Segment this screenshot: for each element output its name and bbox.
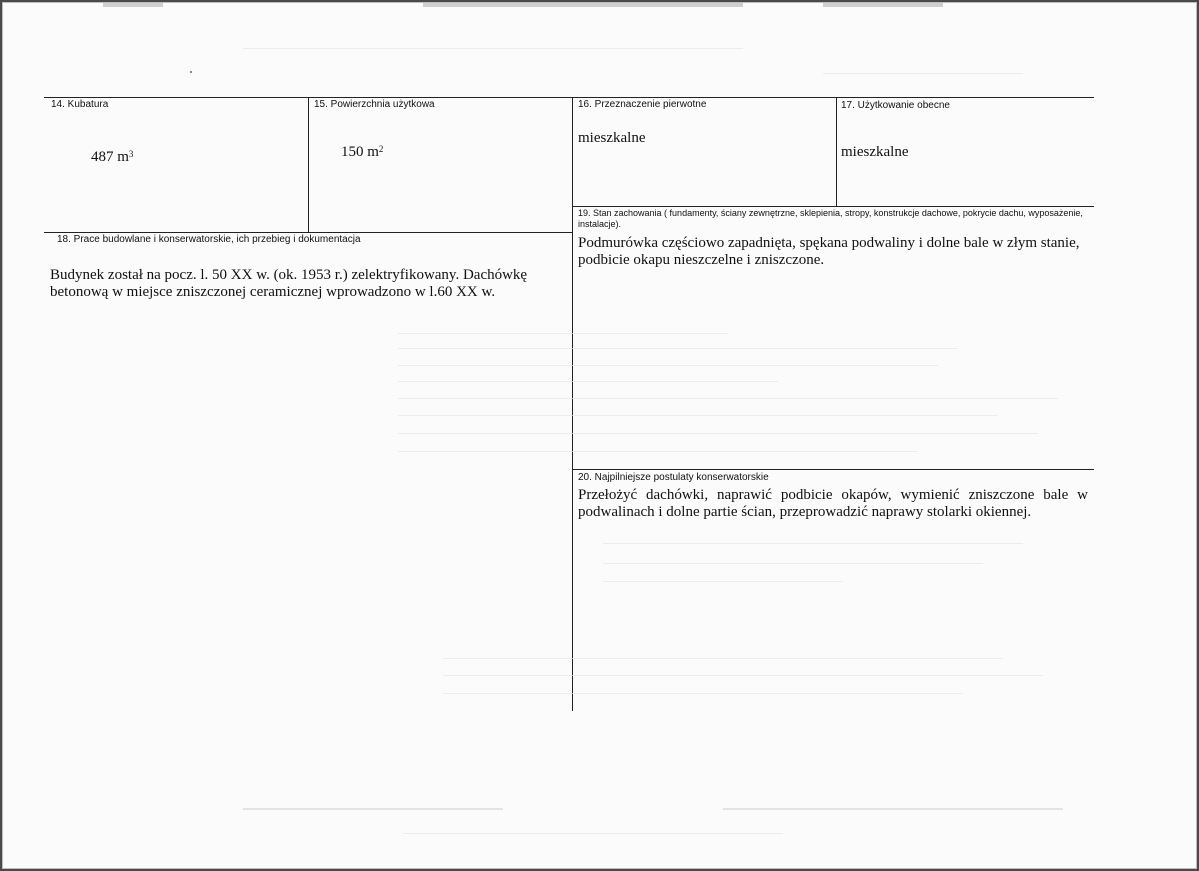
field-14-unit-sup: 3	[128, 149, 134, 159]
field-14-value	[91, 149, 133, 166]
col-divider-1	[308, 97, 309, 232]
scan-artifact	[423, 3, 743, 7]
field-20-text: Przełożyć dachówki, naprawić podbicie okapów, wymienić zniszczone bale w podwalinach i dolne partie ścian, przeprowadzić naprawy stolarki okiennej.	[578, 487, 1088, 520]
field-15-number: 150 m	[341, 144, 379, 160]
field-16-value: mieszkalne	[578, 130, 646, 146]
col-divider-2	[572, 97, 573, 711]
scan-artifact	[103, 3, 163, 7]
bleed-through-line	[243, 808, 503, 810]
bleed-through-line	[443, 693, 963, 694]
bleed-through-line	[603, 581, 843, 582]
bleed-through-line	[823, 73, 1023, 74]
form-sheet	[2, 2, 1197, 869]
scan-dot	[190, 71, 192, 73]
field-14-label: 14. Kubatura	[51, 99, 109, 110]
top-rule	[44, 97, 1094, 98]
row-rule-20	[572, 469, 1094, 470]
bleed-through-line	[603, 563, 983, 564]
field-17-value: mieszkalne	[841, 144, 909, 160]
field-15-unit-sup: 2	[378, 144, 384, 154]
field-15-value	[341, 144, 383, 161]
bleed-through-line	[398, 398, 1058, 399]
field-17-label: 17. Użytkowanie obecne	[841, 100, 950, 111]
bleed-through-line	[398, 381, 778, 382]
bleed-through-line	[443, 675, 1043, 676]
row-rule-18	[44, 232, 573, 233]
bleed-through-line	[243, 48, 743, 49]
field-14-number: 487 m	[91, 149, 129, 165]
field-19-label: 19. Stan zachowania ( fundamenty, ściany zewnętrzne, sklepienia, stropy, konstrukcje dachowe, pokrycie dachu, wyposażenie, instalacje).	[578, 208, 1083, 229]
field-18-text: Budynek został na pocz. l. 50 XX w. (ok. 1953 r.) zelektryfikowany. Dachówkę betonową w miejsce zniszczonej ceramicznej wprowadzono w l.60 XX w.	[50, 267, 528, 300]
bleed-through-line	[603, 543, 1023, 544]
field-15-label: 15. Powierzchnia użytkowa	[314, 99, 435, 110]
field-20-label: 20. Najpilniejsze postulaty konserwatorskie	[578, 472, 769, 483]
bleed-through-line	[398, 348, 958, 349]
field-18-label: 18. Prace budowlane i konserwatorskie, ich przebieg i dokumentacja	[57, 234, 361, 245]
bleed-through-line	[398, 451, 918, 452]
field-19-text: Podmurówka częściowo zapadnięta, spękana podwaliny i dolne bale w złym stanie, podbicie okapu nieszczelne i zniszczone.	[578, 235, 1080, 268]
bleed-through-line	[398, 415, 998, 416]
col-divider-3	[836, 97, 837, 207]
bleed-through-line	[723, 808, 1063, 810]
row-rule-19	[572, 206, 1094, 207]
bleed-through-line	[398, 333, 728, 334]
bleed-through-line	[398, 365, 938, 366]
field-16-label: 16. Przeznaczenie pierwotne	[578, 99, 707, 110]
bleed-through-line	[403, 833, 783, 834]
scan-artifact	[823, 3, 943, 7]
bleed-through-line	[443, 658, 1003, 659]
bleed-through-line	[398, 433, 1038, 434]
